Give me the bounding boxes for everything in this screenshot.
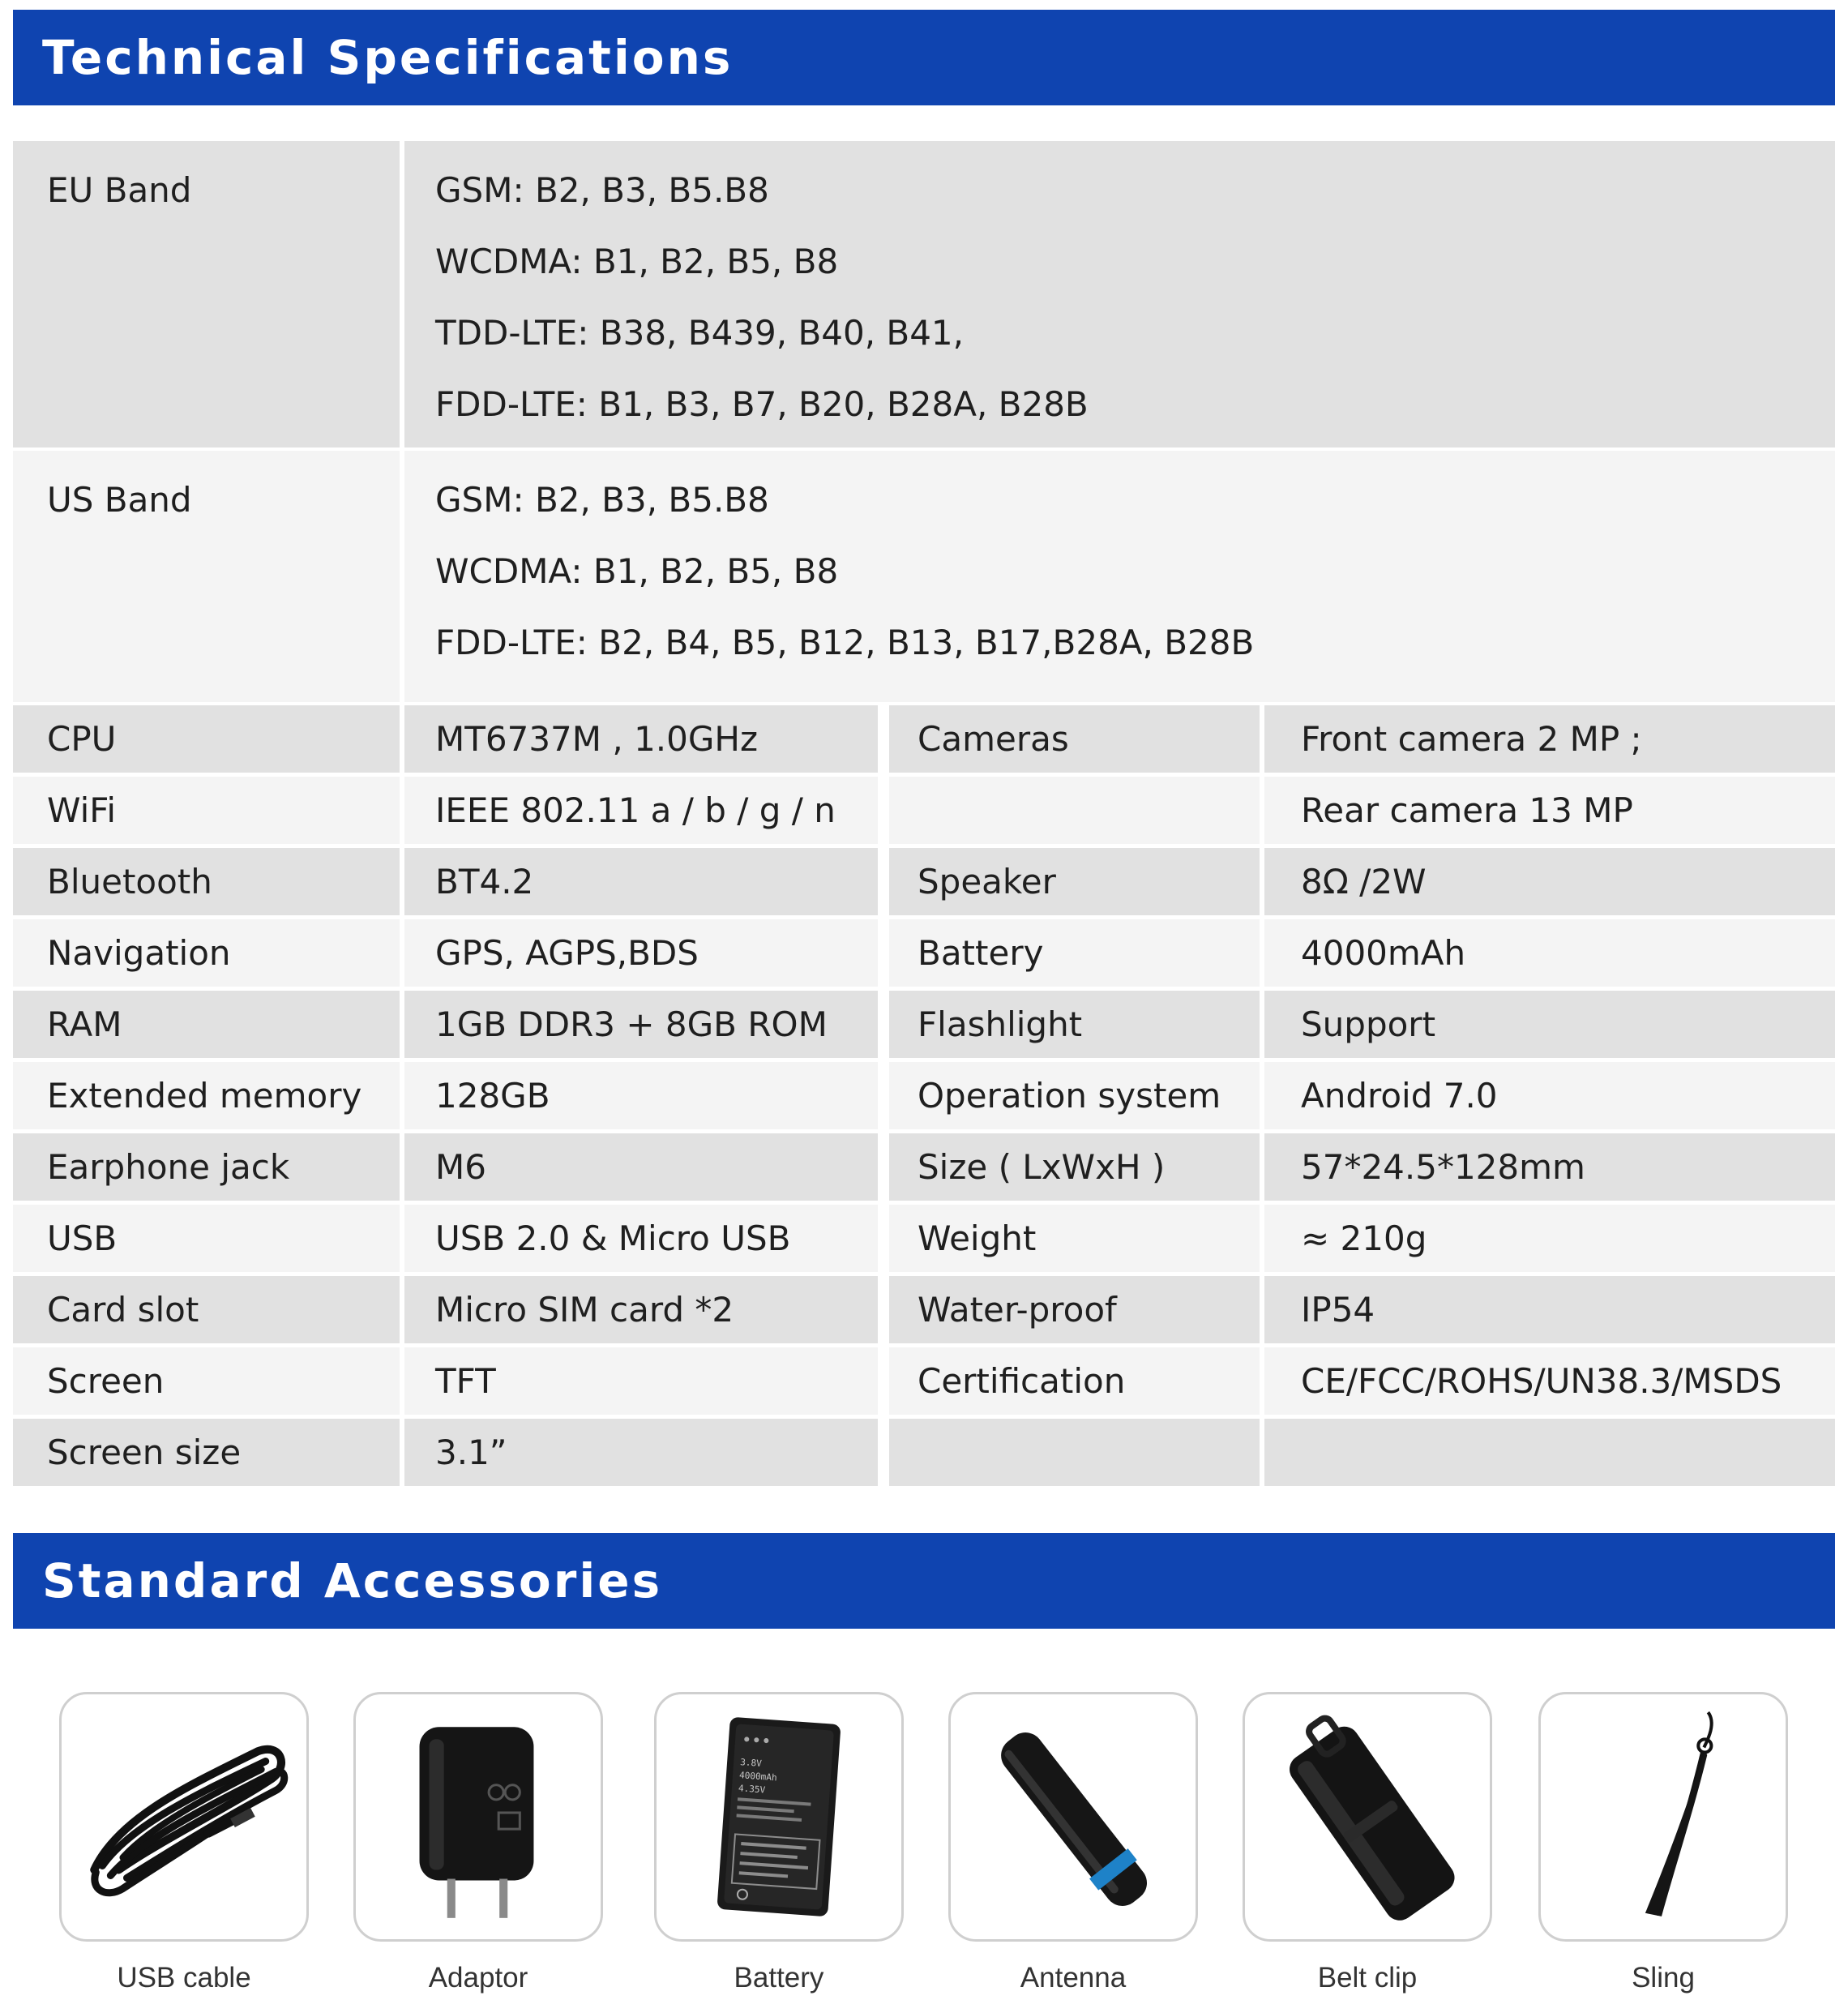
spec-label: Screen size (13, 1419, 400, 1486)
us-band-label: US Band (13, 451, 400, 702)
spec-label: WiFi (13, 777, 400, 844)
antenna-icon (951, 1694, 1196, 1939)
specs-title: Technical Specifications (42, 30, 734, 85)
spec-label-2: Operation system (889, 1062, 1260, 1129)
spec-value: BT4.2 (404, 848, 878, 915)
spec-label: Screen (13, 1347, 400, 1415)
us-band-values (404, 451, 1835, 702)
accessory-label-adaptor: Adaptor (428, 1962, 528, 1994)
battery-label-capacity: 4000mAh (738, 1770, 778, 1784)
spec-label-2: Speaker (889, 848, 1260, 915)
eu-band-gsm: GSM: B2, B3, B5.B8 (435, 170, 769, 210)
accessories-title-banner (13, 1533, 1835, 1629)
accessory-card-adaptor (353, 1692, 603, 1942)
eu-band-values (404, 141, 1835, 448)
spec-value-2: ≈ 210g (1264, 1205, 1835, 1272)
spec-value-2: 8Ω /2W (1264, 848, 1835, 915)
spec-label: RAM (13, 991, 400, 1058)
battery-label-voltage: 3.8V (739, 1757, 763, 1769)
spec-value: M6 (404, 1133, 878, 1201)
accessory-card-antenna (948, 1692, 1198, 1942)
adaptor-icon (356, 1694, 601, 1939)
spec-label: USB (13, 1205, 400, 1272)
belt-clip-icon (1245, 1694, 1490, 1939)
spec-value: MT6737M , 1.0GHz (404, 705, 878, 773)
spec-value: 128GB (404, 1062, 878, 1129)
specs-title-banner (13, 10, 1835, 105)
spec-label-2 (889, 777, 1260, 844)
spec-value-2 (1264, 1419, 1835, 1486)
spec-label-2: Water-proof (889, 1276, 1260, 1343)
us-band-wcdma: WCDMA: B1, B2, B5, B8 (435, 551, 839, 591)
spec-label-2 (889, 1419, 1260, 1486)
battery-icon (657, 1694, 901, 1939)
battery-label-charge-voltage: 4.35V (738, 1783, 766, 1796)
spec-label-2: Weight (889, 1205, 1260, 1272)
eu-band-label: EU Band (13, 141, 400, 448)
spec-value-2: Android 7.0 (1264, 1062, 1835, 1129)
accessory-card-belt-clip (1243, 1692, 1492, 1942)
accessory-label-antenna: Antenna (1020, 1962, 1127, 1994)
accessory-label-usb-cable: USB cable (117, 1962, 251, 1994)
spec-label: Navigation (13, 919, 400, 987)
spec-value-2: CE/FCC/ROHS/UN38.3/MSDS (1264, 1347, 1835, 1415)
spec-value: 3.1” (404, 1419, 878, 1486)
spec-value-2: Support (1264, 991, 1835, 1058)
spec-label-2: Size ( LxWxH ) (889, 1133, 1260, 1201)
accessory-label-belt-clip: Belt clip (1317, 1962, 1418, 1994)
spec-value: TFT (404, 1347, 878, 1415)
spec-value-2: 57*24.5*128mm (1264, 1133, 1835, 1201)
eu-band-tdd-lte: TDD-LTE: B38, B439, B40, B41, (435, 313, 965, 353)
accessory-card-sling (1538, 1692, 1788, 1942)
spec-label: Card slot (13, 1276, 400, 1343)
us-band-fdd-lte: FDD-LTE: B2, B4, B5, B12, B13, B17,B28A, B28B (435, 623, 1255, 662)
spec-value: IEEE 802.11 a / b / g / n (404, 777, 878, 844)
spec-label-2: Cameras (889, 705, 1260, 773)
spec-label: Bluetooth (13, 848, 400, 915)
spec-value-2: 4000mAh (1264, 919, 1835, 987)
spec-value: USB 2.0 & Micro USB (404, 1205, 878, 1272)
spec-label: Extended memory (13, 1062, 400, 1129)
spec-label-2: Certification (889, 1347, 1260, 1415)
spec-label: CPU (13, 705, 400, 773)
accessories-title: Standard Accessories (42, 1553, 663, 1608)
spec-value-2: IP54 (1264, 1276, 1835, 1343)
spec-value: GPS, AGPS,BDS (404, 919, 878, 987)
spec-value: 1GB DDR3 + 8GB ROM (404, 991, 878, 1058)
eu-band-wcdma: WCDMA: B1, B2, B5, B8 (435, 242, 839, 281)
spec-value-2: Rear camera 13 MP (1264, 777, 1835, 844)
accessory-label-battery: Battery (734, 1962, 824, 1994)
usb-cable-icon (62, 1694, 306, 1939)
sling-icon (1541, 1694, 1786, 1939)
spec-value: Micro SIM card *2 (404, 1276, 878, 1343)
accessory-label-sling: Sling (1632, 1962, 1695, 1994)
spec-label: Earphone jack (13, 1133, 400, 1201)
accessory-card-battery (654, 1692, 904, 1942)
spec-value-2: Front camera 2 MP ; (1264, 705, 1835, 773)
spec-label-2: Flashlight (889, 991, 1260, 1058)
spec-label-2: Battery (889, 919, 1260, 987)
eu-band-fdd-lte: FDD-LTE: B1, B3, B7, B20, B28A, B28B (435, 384, 1089, 424)
us-band-gsm: GSM: B2, B3, B5.B8 (435, 480, 769, 520)
accessory-card-usb-cable (59, 1692, 309, 1942)
